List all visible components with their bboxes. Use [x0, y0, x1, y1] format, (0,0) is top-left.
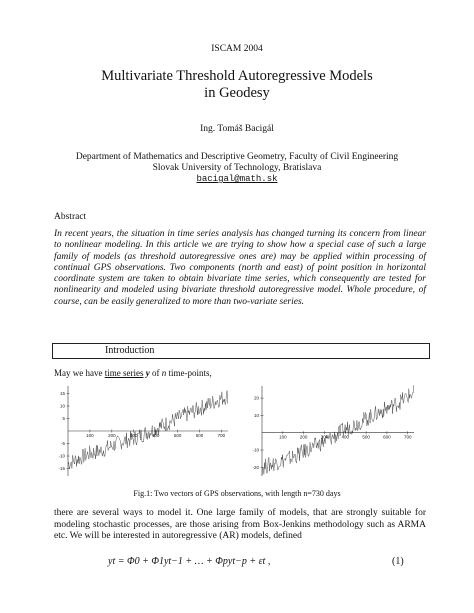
section-heading-box	[52, 343, 430, 359]
title-line-2: in Geodesy	[204, 85, 270, 101]
lead-n: n	[161, 368, 167, 378]
y-tick-label: 10	[253, 413, 259, 419]
conference-name: ISCAM 2004	[211, 44, 263, 54]
y-tick-label: 10	[59, 403, 65, 409]
title-line-1: Multivariate Threshold Autoregressive Models	[101, 68, 373, 84]
section-title: Introduction	[105, 345, 155, 356]
y-tick-label: -10	[252, 447, 259, 453]
lead-mid: of	[149, 368, 162, 378]
x-tick-label: 200	[108, 433, 116, 438]
figure-caption: Fig.1: Two vectors of GPS observations, with length n=730 days	[133, 489, 341, 498]
y-tick-label: -20	[252, 464, 259, 470]
affiliation-line-2: Slovak University of Technology, Bratislava	[152, 163, 322, 173]
x-tick-label: 100	[86, 433, 94, 438]
y-tick-label: -5	[60, 441, 65, 447]
lead-var: y	[145, 368, 150, 378]
author: Ing. Tomáš Bacigál	[200, 124, 274, 134]
lead-prefix: May we have	[54, 368, 105, 378]
series-line	[68, 391, 228, 470]
x-tick-label: 200	[299, 434, 308, 440]
y-tick-label: 5	[62, 416, 65, 422]
chart-east-component	[248, 382, 420, 482]
x-tick-label: 700	[403, 434, 412, 440]
paper-title	[0, 68, 474, 102]
y-tick-label: 15	[59, 391, 65, 397]
lead-suffix: time-points,	[166, 368, 212, 378]
x-tick-label: 400	[151, 433, 160, 438]
intro-paragraph: there are several ways to model it. One large family of models, that are strongly suitable for modeling stochastic processes, are those arising from Box-Jenkins methodology such as ARMA etc. We will be interested in autoregressive (AR) models, defined	[54, 508, 426, 542]
x-tick-label: 100	[279, 434, 287, 440]
x-tick-label: 300	[320, 434, 329, 440]
intro-lead	[54, 368, 212, 378]
y-tick-label: -10	[58, 453, 65, 459]
x-tick-label: 600	[195, 433, 204, 438]
abstract-body: In recent years, the situation in time series analysis has changed turning its concern from linear to nonlinear modeling. In this article we are trying to show how a special case of such a large family of models (as threshold autoregressive ones are) may be applied within processing of continual GPS observations. Two components (north and east) of point position in horizontal coordinate system are taken to obtain bivariate time series, which consequently are tested for nonlinearity and modeled using bivariate threshold autoregressive model. Whole procedure, of course, can be easily generalized to more than two-variate series.	[54, 229, 426, 307]
affiliation-line-1: Department of Mathematics and Descriptive Geometry, Faculty of Civil Engineering	[75, 152, 399, 162]
chart-north-component	[54, 382, 234, 482]
affiliation	[0, 152, 474, 185]
y-tick-label: 20	[253, 395, 259, 401]
equation-number: (1)	[392, 556, 404, 567]
y-tick-label: -15	[58, 466, 65, 472]
email-link[interactable]: bacigal@math.sk	[196, 174, 278, 184]
x-tick-label: 600	[383, 434, 391, 440]
x-tick-label: 300	[129, 433, 138, 438]
x-tick-label: 500	[173, 433, 182, 438]
x-tick-label: 400	[341, 434, 350, 440]
abstract-heading: Abstract	[54, 212, 87, 222]
series-line	[262, 385, 414, 475]
x-tick-label: 700	[217, 433, 226, 438]
time-series-link[interactable]: time series	[104, 368, 144, 378]
x-tick-label: 500	[362, 434, 370, 440]
equation: yt = Φ0 + Φ1yt−1 + … + Φpyt−p + εt ,	[108, 556, 271, 567]
